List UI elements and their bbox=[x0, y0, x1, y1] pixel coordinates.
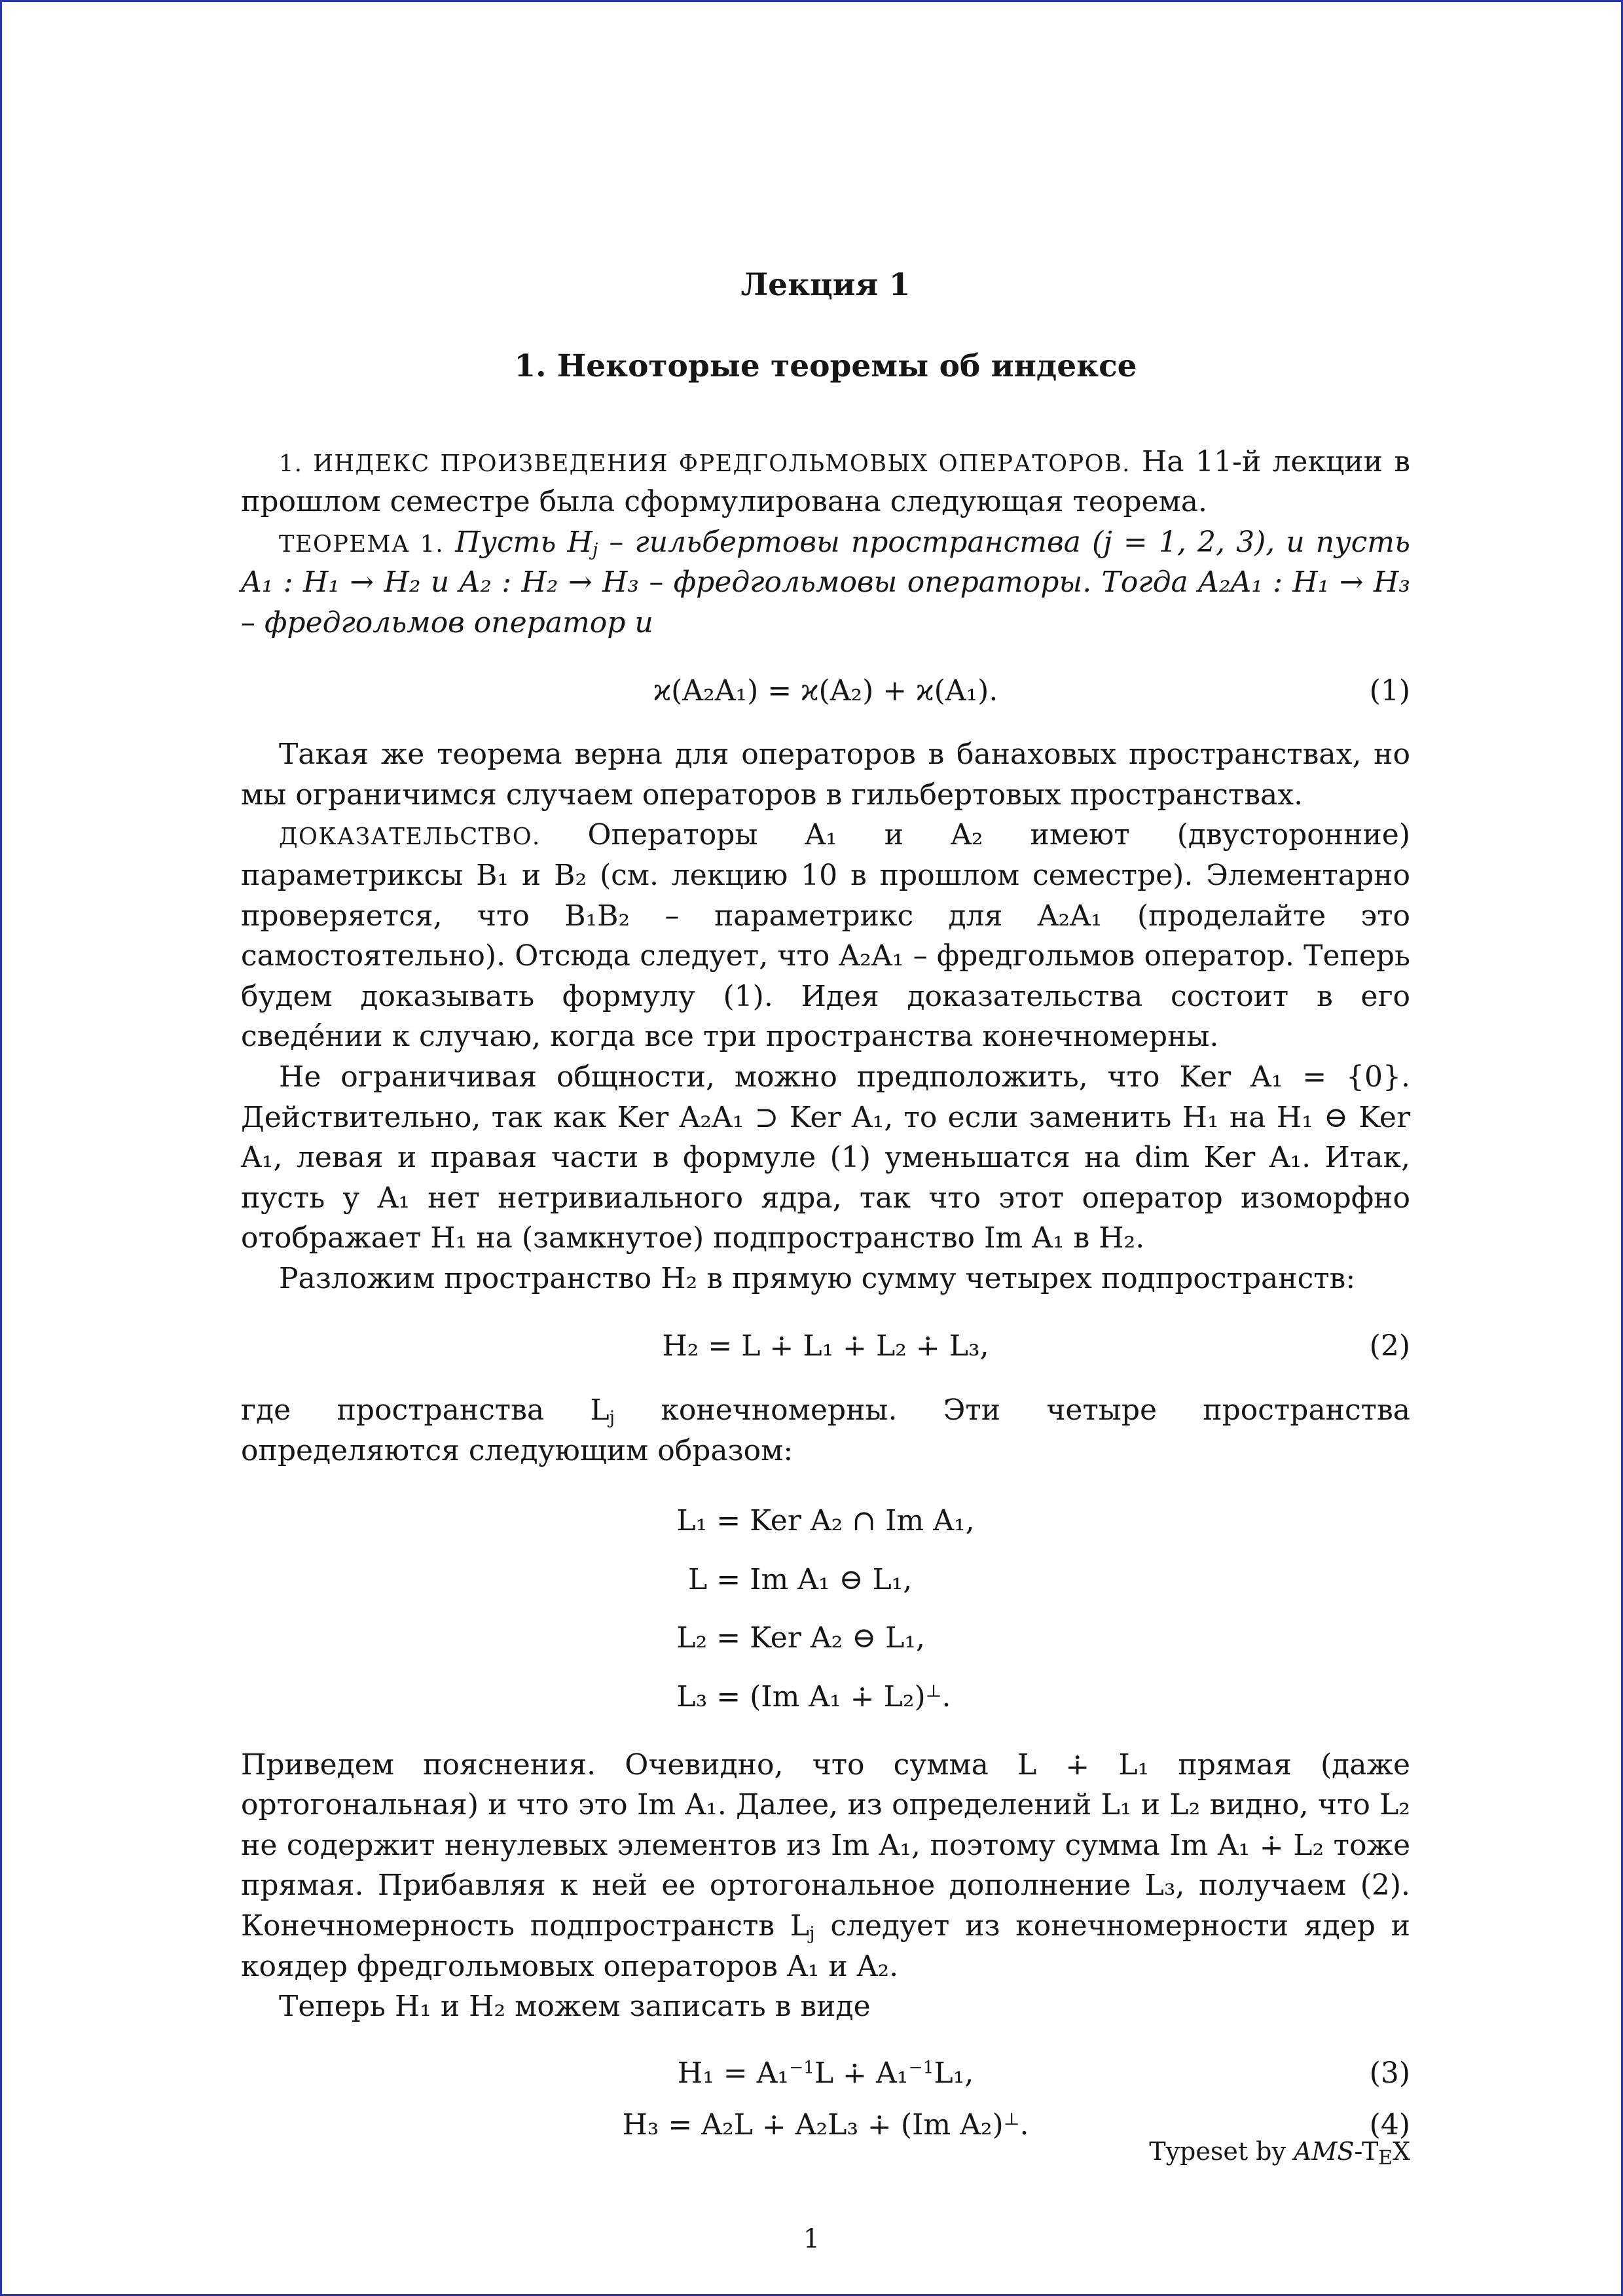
equation-3-s3: L₁, bbox=[934, 2056, 974, 2090]
paragraph-spaces bbox=[241, 1390, 1410, 1471]
theorem-body-post: – гильбертовы пространства (j = 1, 2, 3), и пусть A₁ : H₁ → H₂ и A₂ : H₂ → H₃ – фредгольмовы операторы. Тогда A₂A₁ : H₁ → H₃ – фредгольмов оператор и bbox=[241, 525, 1410, 639]
theorem-label: ТЕОРЕМА 1. bbox=[279, 530, 445, 558]
paragraph-decompose: Разложим пространство H₂ в прямую сумму четырех подпространств: bbox=[279, 1261, 1356, 1295]
def-l1-lhs: L₁ bbox=[676, 1504, 708, 1538]
equation-3-inverse-superscript-2: −1 bbox=[908, 2057, 934, 2078]
equation-3-s1: H₁ = A₁ bbox=[677, 2056, 790, 2090]
section-heading: 1. Некоторые теоремы об индексе bbox=[514, 348, 1137, 384]
equation-4-perp-superscript: ⊥ bbox=[1003, 2109, 1020, 2130]
spaces-subscript-j: j bbox=[609, 1408, 615, 1429]
def-l3-rhs-pre: = (Im A₁ ∔ L₂) bbox=[716, 1680, 926, 1714]
lecture-title: Лекция 1 bbox=[740, 267, 911, 303]
def-l-lhs: L bbox=[688, 1562, 708, 1596]
def-l2-rhs: = Ker A₂ ⊖ L₁, bbox=[716, 1621, 925, 1655]
intro-lead: 1. ИНДЕКС ПРОИЗВЕДЕНИЯ ФРЕДГОЛЬМОВЫХ ОПЕРАТОРОВ. bbox=[279, 450, 1131, 477]
equation-2-number: (2) bbox=[1369, 1329, 1410, 1363]
equation-1-number: (1) bbox=[1369, 673, 1410, 708]
paragraph-theorem bbox=[241, 522, 1410, 643]
tex-logo-e: E bbox=[1378, 2145, 1393, 2169]
equation-3 bbox=[241, 2053, 1410, 2094]
explain-subscript-j: j bbox=[809, 1924, 815, 1944]
equation-2 bbox=[241, 1326, 1410, 1367]
def-l3-rhs-post: . bbox=[941, 1680, 951, 1714]
typeset-credit bbox=[1149, 2134, 1410, 2171]
page-number: 1 bbox=[803, 2224, 820, 2254]
explain-pre: Приведем пояснения. Очевидно, что сумма L ∔ L₁ прямая (даже ортогональная) и что это Im A₁. Далее, из определений L₁ и L₂ видно, что L₂ не содержит ненулевых элементов из Im A₁, поэтому сумма Im A₁ ∔ L₂ тоже прямая. Прибавляя к ней ее ортогональное дополнение L₃, получаем (2). Конечномерность подпространств L bbox=[241, 1748, 1410, 1943]
paragraph-explain bbox=[241, 1745, 1410, 1987]
def-l1-rhs: = Ker A₂ ∩ Im A₁, bbox=[716, 1504, 975, 1538]
typeset-credit-pre: Typeset by bbox=[1149, 2137, 1294, 2166]
definition-equations bbox=[676, 1501, 974, 1717]
intro-rest: На 11-й лекции в прошлом семестре была сформулирована следующая теорема. bbox=[241, 444, 1410, 519]
equation-4-s1: H₃ = A₂L ∔ A₂L₃ ∔ (Im A₂) bbox=[622, 2108, 1004, 2142]
equation-3-inverse-superscript-1: −1 bbox=[789, 2057, 814, 2078]
paragraph-kernel: Не ограничивая общности, можно предположить, что Ker A₁ = {0}. Действительно, так как Ker A₂A₁ ⊃ Ker A₁, то если заменить H₁ на H₁ ⊖ Ker A₁, левая и правая части в формуле (1) уменьшатся на dim Ker A₁. Итак, пусть у A₁ нет нетривиального ядра, так что этот оператор изоморфно отображает H₁ на (замкнутое) подпространство Im A₁ в H₂. bbox=[241, 1060, 1410, 1255]
paragraph-now: Теперь H₁ и H₂ можем записать в виде bbox=[279, 1990, 871, 2024]
equation-1 bbox=[241, 671, 1410, 711]
equation-4-s2: . bbox=[1019, 2108, 1029, 2142]
spaces-post: конечномерны. Эти четыре пространства определяются следующим образом: bbox=[241, 1393, 1410, 1467]
equation-3-number: (3) bbox=[1369, 2056, 1410, 2090]
tex-logo-x: X bbox=[1392, 2137, 1410, 2166]
equation-4-number: (4) bbox=[1369, 2108, 1410, 2142]
explain-post: следует из конечномерности ядер и коядер фредгольмовых операторов A₁ и A₂. bbox=[241, 1909, 1411, 1983]
equation-3-body bbox=[678, 2056, 974, 2090]
paragraph-intro bbox=[241, 442, 1410, 522]
equation-1-body: ϰ(A₂A₁) = ϰ(A₂) + ϰ(A₁). bbox=[653, 673, 998, 708]
theorem-body-pre: Пусть H bbox=[455, 525, 593, 559]
equation-2-body: H₂ = L ∔ L₁ ∔ L₂ ∔ L₃, bbox=[662, 1329, 989, 1363]
def-l3-perp-superscript: ⊥ bbox=[925, 1681, 942, 1702]
paragraph-banach: Такая же теорема верна для операторов в банаховых пространствах, но мы ограничимся случаем операторов в гильбертовых пространствах. bbox=[241, 738, 1410, 812]
equation-3-s2: L ∔ A₁ bbox=[814, 2056, 909, 2090]
ams-logo-text: AMS bbox=[1294, 2137, 1355, 2166]
proof-label: ДОКАЗАТЕЛЬСТВО. bbox=[279, 823, 541, 851]
def-l3-rhs bbox=[716, 1677, 974, 1717]
def-l3-lhs: L₃ bbox=[676, 1680, 708, 1714]
def-l-rhs: = Im A₁ ⊖ L₁, bbox=[716, 1562, 913, 1596]
proof-body: Операторы A₁ и A₂ имеют (двусторонние) параметриксы B₁ и B₂ (см. лекцию 10 в прошлом семестре). Элементарно проверяется, что B₁B₂ – параметрикс для A₂A₁ (проделайте это самостоятельно). Отсюда следует, что A₂A₁ – фредгольмов оператор. Теперь будем доказывать формулу (1). Идея доказательства состоит в его сведе́нии к случаю, когда все три пространства конечномерны. bbox=[241, 818, 1410, 1054]
tex-logo-dash-t: -T bbox=[1354, 2137, 1379, 2166]
equation-4-body bbox=[622, 2108, 1029, 2142]
def-l2-lhs: L₂ bbox=[676, 1621, 708, 1655]
paragraph-proof bbox=[241, 815, 1410, 1057]
spaces-pre: где пространства L bbox=[241, 1393, 610, 1427]
theorem-subscript-j: j bbox=[592, 539, 598, 560]
